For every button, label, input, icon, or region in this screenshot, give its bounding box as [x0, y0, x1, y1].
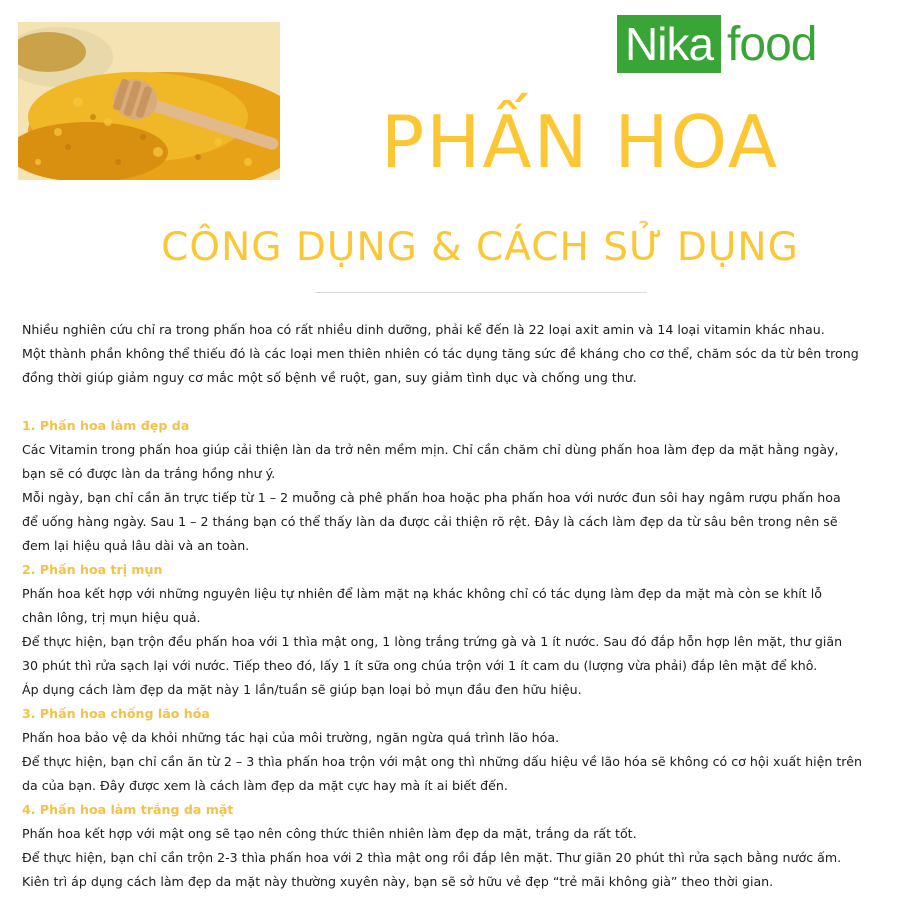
section-line: Để thực hiện, bạn trộn đều phấn hoa với 1 thìa mật ong, 1 lòng trắng trứng gà và 1 ít nước. Sau đó đắp hỗn hợp lên mặt, thư giãn: [22, 634, 843, 649]
bee-pollen-photo: [18, 22, 280, 180]
spacer: [22, 390, 884, 414]
section-line: Phấn hoa bảo vệ da khỏi những tác hại của môi trường, ngăn ngừa quá trình lão hóa.: [22, 730, 560, 745]
section-heading: 4. Phấn hoa làm trắng da mặt: [22, 802, 234, 817]
logo-box-text: Nika: [617, 15, 721, 73]
section-line: Phấn hoa kết hợp với những nguyên liệu tự nhiên để làm mặt nạ khác không chỉ có tác dụng làm đẹp da mặt mà còn se khít lỗ: [22, 586, 822, 601]
section-heading: 3. Phấn hoa chống lão hóa: [22, 706, 210, 721]
logo-text: food: [727, 17, 817, 71]
section-line: đem lại hiệu quả lâu dài và an toàn.: [22, 538, 250, 553]
section-line: chân lông, trị mụn hiệu quả.: [22, 610, 201, 625]
nika-food-logo: [617, 14, 816, 74]
intro-line: Nhiều nghiên cứu chỉ ra trong phấn hoa có rất nhiều dinh dưỡng, phải kể đến là 22 loại axit amin và 14 loại vitamin khác nhau.: [22, 322, 825, 337]
section-line: 30 phút thì rửa sạch lại với nước. Tiếp theo đó, lấy 1 ít sữa ong chúa trộn với 1 ít cam du (lượng vừa phải) đắp lên mặt để khô.: [22, 658, 818, 673]
section-line: da của bạn. Đây được xem là cách làm đẹp da mặt cực hay mà ít ai biết đến.: [22, 778, 508, 793]
intro-line: đồng thời giúp giảm nguy cơ mắc một số bệnh về ruột, gan, suy giảm tình dục và chống ung thư.: [22, 370, 637, 385]
section-line: Áp dụng cách làm đẹp da mặt này 1 lần/tuần sẽ giúp bạn loại bỏ mụn đầu đen hữu hiệu.: [22, 682, 582, 697]
page-subtitle: CÔNG DỤNG & CÁCH SỬ DỤNG: [161, 225, 799, 270]
page-title: PHẤN HOA: [380, 100, 780, 184]
section-line: Các Vitamin trong phấn hoa giúp cải thiện làn da trở nên mềm mịn. Chỉ cần chăm chỉ dùng phấn hoa làm đẹp da mặt hằng ngày,: [22, 442, 839, 457]
section-line: bạn sẽ có được làn da trắng hồng như ý.: [22, 466, 276, 481]
section-heading: 1. Phấn hoa làm đẹp da: [22, 418, 190, 433]
section-line: Phấn hoa kết hợp với mật ong sẽ tạo nên công thức thiên nhiên làm đẹp da mặt, trắng da rất tốt.: [22, 826, 637, 841]
section-line: Mỗi ngày, bạn chỉ cần ăn trực tiếp từ 1 – 2 muỗng cà phê phấn hoa hoặc pha phấn hoa với nước đun sôi hay ngâm rượu phấn hoa: [22, 490, 841, 505]
title-divider: [315, 292, 647, 293]
section-line: Kiên trì áp dụng cách làm đẹp da mặt này thường xuyên này, bạn sẽ sở hữu vẻ đẹp “trẻ mãi không già” theo thời gian.: [22, 874, 774, 889]
article-body: [22, 318, 884, 894]
section-line: để uống hàng ngày. Sau 1 – 2 tháng bạn có thể thấy làn da được cải thiện rõ rệt. Đây là cách làm đẹp da từ sâu bên trong nên sẽ: [22, 514, 838, 529]
section-heading: 2. Phấn hoa trị mụn: [22, 562, 163, 577]
intro-line: Một thành phần không thể thiếu đó là các loại men thiên nhiên có tác dụng tăng sức đề kháng cho cơ thể, chăm sóc da từ bên trong: [22, 346, 859, 361]
section-line: Để thực hiện, bạn chỉ cần trộn 2-3 thìa phấn hoa với 2 thìa mật ong rồi đắp lên mặt. Thư giãn 20 phút thì rửa sạch bằng nước ấm.: [22, 850, 842, 865]
section-line: Để thực hiện, bạn chỉ cần ăn từ 2 – 3 thìa phấn hoa trộn với mật ong thì những dấu hiệu về lão hóa sẽ không có cơ hội xuất hiện trên: [22, 754, 862, 769]
